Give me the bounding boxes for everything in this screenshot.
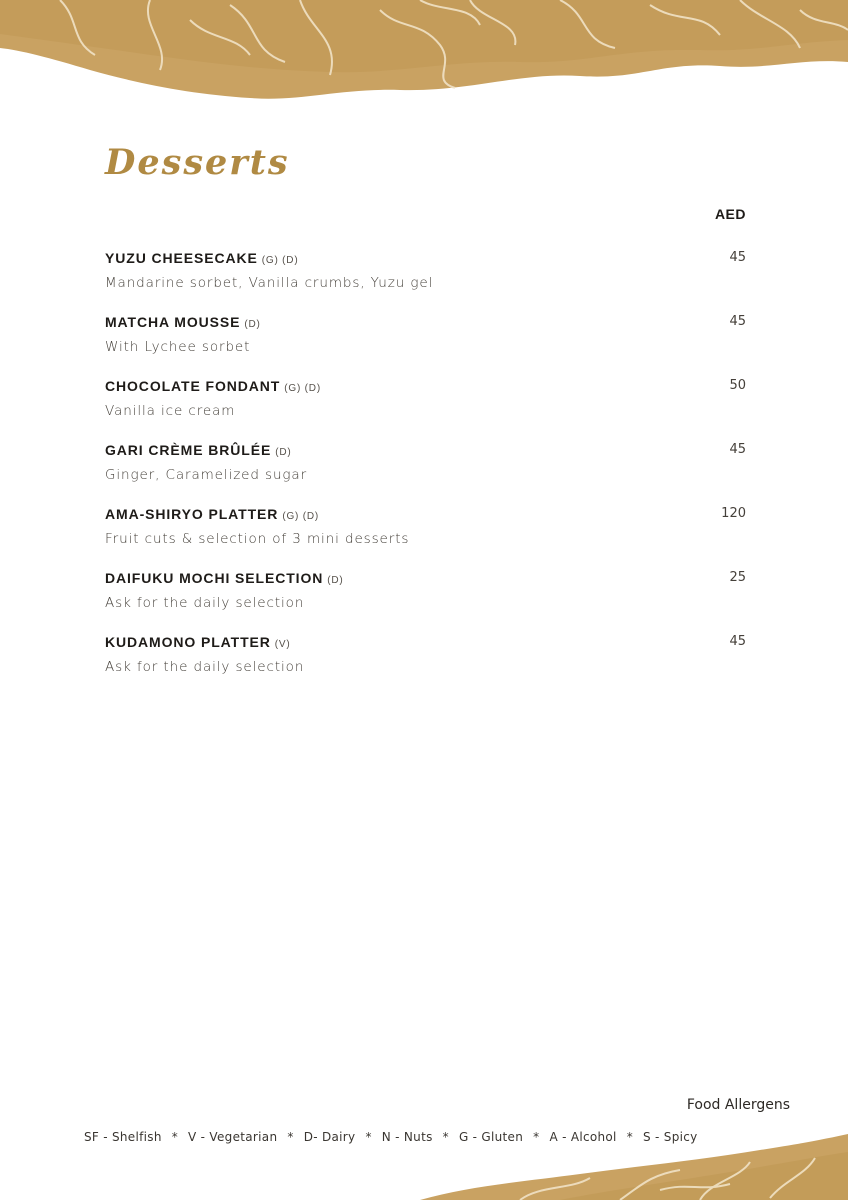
allergen-tags: (G) (D): [282, 511, 320, 522]
item-price: 45: [729, 442, 746, 457]
item-name-row: [105, 377, 746, 398]
item-price: 25: [729, 570, 746, 585]
allergen-legend-item: G - Gluten: [458, 1130, 524, 1144]
item-name: AMA-SHIRYO PLATTER: [105, 506, 279, 522]
item-price: 45: [729, 250, 746, 265]
allergen-legend-item: N - Nuts: [381, 1130, 433, 1144]
allergen-tags: (V): [274, 639, 291, 650]
menu-item: [105, 313, 746, 377]
item-name-row: [105, 569, 746, 590]
item-description: Fruit cuts & selection of 3 mini desserts: [105, 531, 410, 547]
menu-item: [105, 633, 746, 697]
allergen-tags: (D): [244, 319, 261, 330]
legend-separator: *: [533, 1130, 540, 1144]
item-name-row: [105, 249, 746, 270]
bottom-decorative-banner: [0, 1120, 848, 1200]
item-name-row: [105, 505, 746, 526]
legend-separator: *: [442, 1130, 449, 1144]
item-name: YUZU CHEESECAKE: [105, 250, 258, 266]
currency-header: AED: [714, 206, 746, 222]
page-title: Desserts: [105, 142, 290, 183]
allergen-tags: (G) (D): [261, 255, 299, 266]
allergen-legend-item: S - Spicy: [643, 1130, 698, 1144]
item-price: 45: [729, 314, 746, 329]
item-price: 50: [729, 378, 746, 393]
item-description: With Lychee sorbet: [105, 339, 251, 355]
allergen-tags: (D): [327, 575, 344, 586]
allergen-legend-item: V - Vegetarian: [188, 1130, 278, 1144]
menu-items-list: [105, 249, 746, 697]
allergen-tags: (D): [275, 447, 292, 458]
item-name-row: [105, 633, 746, 654]
item-description: Ask for the daily selection: [105, 595, 305, 611]
item-price: 45: [729, 634, 746, 649]
menu-item: [105, 377, 746, 441]
item-name: MATCHA MOUSSE: [105, 314, 241, 330]
legend-separator: *: [626, 1130, 633, 1144]
item-description: Vanilla ice cream: [105, 403, 236, 419]
item-description: Mandarine sorbet, Vanilla crumbs, Yuzu gel: [105, 275, 434, 291]
item-description: Ask for the daily selection: [105, 659, 305, 675]
item-name: CHOCOLATE FONDANT: [105, 378, 281, 394]
allergens-title: Food Allergens: [686, 1097, 790, 1113]
item-name-row: [105, 313, 746, 334]
item-description: Ginger, Caramelized sugar: [105, 467, 308, 483]
item-name-row: [105, 441, 746, 462]
legend-separator: *: [171, 1130, 179, 1144]
item-name: DAIFUKU MOCHI SELECTION: [105, 570, 324, 586]
menu-item: [105, 569, 746, 633]
allergen-legend-item: SF - Shelfish: [84, 1130, 162, 1144]
item-price: 120: [721, 506, 746, 521]
item-name: KUDAMONO PLATTER: [105, 634, 271, 650]
allergen-tags: (G) (D): [284, 383, 321, 394]
top-decorative-banner: [0, 0, 848, 110]
allergen-legend-item: D- Dairy: [303, 1130, 356, 1144]
allergen-legend-item: A - Alcohol: [549, 1130, 617, 1144]
legend-separator: *: [287, 1130, 294, 1144]
menu-item: [105, 249, 746, 313]
item-name: GARI CRÈME BRÛLÉE: [105, 442, 272, 458]
menu-item: [105, 441, 746, 505]
menu-item: [105, 505, 746, 569]
legend-separator: *: [365, 1130, 372, 1144]
